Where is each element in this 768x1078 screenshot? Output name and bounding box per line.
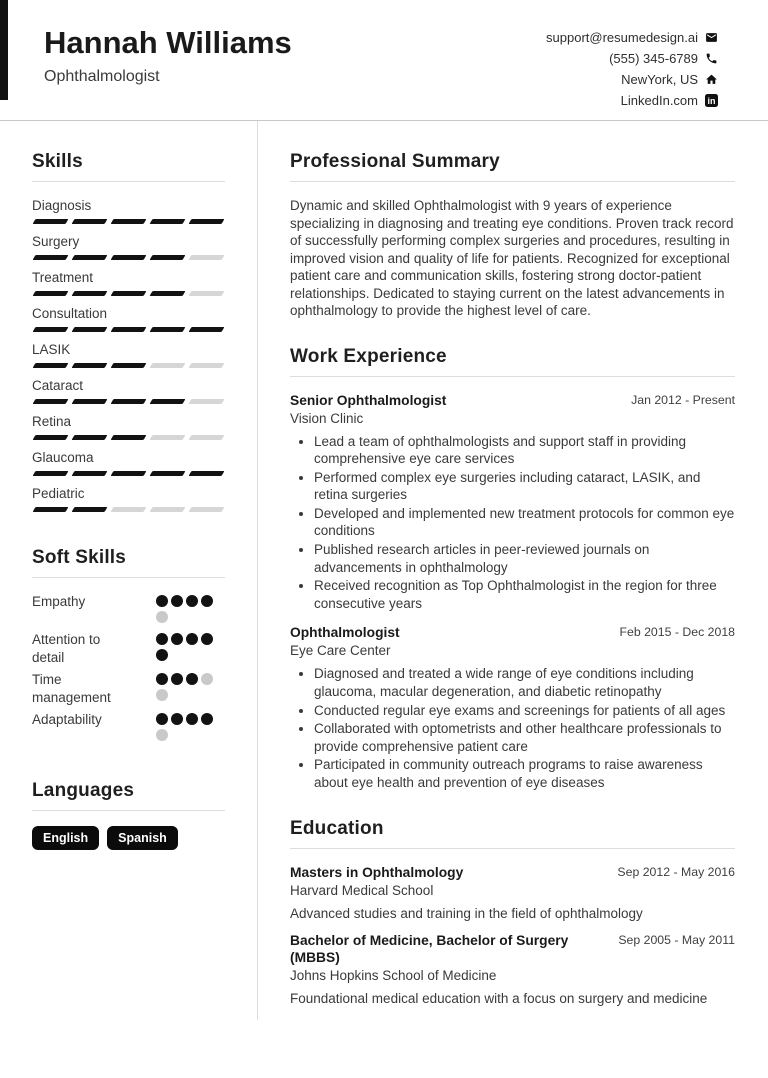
section-rule	[32, 181, 225, 182]
languages-heading: Languages	[32, 780, 135, 801]
section-rule	[290, 181, 735, 182]
soft-skill-dot	[156, 595, 168, 607]
column-divider	[257, 121, 258, 1020]
skill-bar	[32, 435, 225, 440]
skill-bar-segment	[150, 471, 186, 476]
summary-section	[290, 151, 735, 320]
skills-section	[32, 151, 225, 512]
summary-text: Dynamic and skilled Ophthalmologist with 9 years of experience specializing in diagnosing and treating eye conditions. Proven track record of successfully performing complex surgeries and procedures, resulting in improved vision and quality of life for patients. Recognized for exceptional patient care and communication skills, fostering strong doctor-patient relationships. Dedicated to staying current on the latest advancements in ophthalmology to provide the highest level of care.	[290, 198, 734, 318]
soft-skill-dot	[171, 713, 183, 725]
contact-row	[546, 69, 718, 90]
skill-bar-segment	[33, 327, 69, 332]
main-column	[257, 121, 768, 1032]
skill-name: Pediatric	[32, 486, 85, 501]
skill-bar-segment	[33, 435, 69, 440]
contact-text: (555) 345-6789	[609, 51, 698, 66]
soft-skill-item	[32, 593, 225, 627]
skill-bar-segment	[150, 363, 186, 368]
soft-skill-dot	[186, 633, 198, 645]
soft-skills-heading: Soft Skills	[32, 547, 127, 568]
skill-bar-segment	[33, 471, 69, 476]
education-heading: Education	[290, 817, 384, 839]
section-rule	[32, 577, 225, 578]
accent-bar	[0, 0, 8, 100]
skill-bar-segment	[189, 363, 225, 368]
work-section	[290, 346, 735, 792]
skill-bar-segment	[189, 507, 225, 512]
soft-skill-dots	[156, 595, 218, 627]
skill-item	[32, 377, 225, 404]
soft-skill-dot	[201, 633, 213, 645]
job-company: Vision Clinic	[290, 410, 364, 426]
skill-bar-segment	[72, 255, 108, 260]
languages-section	[32, 780, 225, 850]
job-bullet-list	[290, 433, 735, 613]
skill-bar-segment	[189, 291, 225, 296]
job-bullet: • Participated in community outreach programs to raise awareness about eye health and prevention of eye diseases	[314, 756, 735, 791]
soft-skill-dot	[201, 673, 213, 685]
language-badge: English	[32, 826, 99, 850]
soft-skill-dot	[171, 673, 183, 685]
sidebar	[0, 121, 257, 1032]
education-list	[290, 864, 735, 1006]
education-school: Johns Hopkins School of Medicine	[290, 967, 497, 983]
skill-bar-segment	[150, 291, 186, 296]
skill-bar-segment	[189, 255, 225, 260]
soft-skill-dots	[156, 673, 218, 705]
skill-bar-segment	[72, 363, 108, 368]
skill-bar-segment	[189, 219, 225, 224]
linkedin-icon: in	[705, 94, 718, 107]
job-entry	[290, 624, 735, 791]
contact-row	[546, 27, 718, 48]
education-dates: Sep 2012 - May 2016	[617, 864, 735, 879]
contact-row	[546, 48, 718, 69]
education-header	[290, 932, 735, 966]
skill-name: Treatment	[32, 270, 94, 285]
soft-skill-name: Attention to detail	[32, 632, 101, 665]
soft-skill-dot	[156, 611, 168, 623]
languages-list	[32, 826, 225, 850]
skill-bar-segment	[33, 399, 69, 404]
skill-bar-segment	[72, 291, 108, 296]
job-dates: Feb 2015 - Dec 2018	[619, 625, 735, 640]
soft-skill-dot	[201, 595, 213, 607]
soft-skill-dot	[186, 595, 198, 607]
language-badge: Spanish	[107, 826, 178, 850]
skill-name: Cataract	[32, 378, 84, 393]
skill-bar-segment	[33, 507, 69, 512]
soft-skill-dot	[156, 633, 168, 645]
skill-bar-segment	[111, 255, 147, 260]
education-description: Advanced studies and training in the field of ophthalmology	[290, 905, 643, 921]
soft-skill-name: Time management	[32, 672, 111, 705]
job-header	[290, 392, 735, 409]
envelope-icon	[705, 31, 718, 44]
skill-bar-segment	[150, 219, 186, 224]
job-title: Ophthalmologist	[290, 625, 400, 641]
soft-skill-item	[32, 631, 225, 667]
skill-bar	[32, 255, 225, 260]
skill-bar-segment	[150, 435, 186, 440]
skill-name: Glaucoma	[32, 450, 94, 465]
skill-bar-segment	[189, 399, 225, 404]
soft-skill-name: Adaptability	[32, 712, 102, 727]
soft-skill-dot	[171, 633, 183, 645]
skill-bar-segment	[189, 471, 225, 476]
skill-item	[32, 341, 225, 368]
skill-item	[32, 413, 225, 440]
skill-name: Retina	[32, 414, 72, 429]
skill-item	[32, 197, 225, 224]
soft-skill-dots	[156, 633, 218, 665]
soft-skill-dot	[186, 673, 198, 685]
skill-bar-segment	[111, 507, 147, 512]
soft-skill-dot	[171, 595, 183, 607]
job-bullet: • Collaborated with optometrists and other healthcare professionals to provide comprehensive patient care	[314, 720, 735, 755]
skill-item	[32, 233, 225, 260]
soft-skill-dot	[156, 649, 168, 661]
education-degree: Masters in Ophthalmology	[290, 864, 464, 880]
skill-bar-segment	[111, 363, 147, 368]
skill-bar-segment	[33, 363, 69, 368]
job-bullet: • Published research articles in peer-reviewed journals on advancements in ophthalmology	[314, 541, 735, 576]
education-entry	[290, 864, 735, 921]
skill-bar-segment	[72, 471, 108, 476]
skill-bar	[32, 399, 225, 404]
education-entry	[290, 932, 735, 1006]
soft-skill-dot	[156, 729, 168, 741]
skill-bar	[32, 219, 225, 224]
skill-bar	[32, 507, 225, 512]
skill-item	[32, 449, 225, 476]
job-bullet: • Lead a team of ophthalmologists and support staff in providing comprehensive eye care services	[314, 433, 735, 468]
skill-bar-segment	[33, 219, 69, 224]
section-rule	[290, 848, 735, 849]
skill-bar-segment	[111, 291, 147, 296]
education-section	[290, 818, 735, 1006]
skill-bar-segment	[111, 435, 147, 440]
job-company: Eye Care Center	[290, 643, 391, 659]
skill-bar-segment	[189, 327, 225, 332]
body-columns	[0, 121, 768, 1032]
skill-bar-segment	[150, 399, 186, 404]
skill-bar	[32, 327, 225, 332]
skill-bar-segment	[72, 219, 108, 224]
phone-icon	[705, 52, 718, 65]
skill-bar-segment	[150, 255, 186, 260]
soft-skill-dot	[156, 673, 168, 685]
skill-bar-segment	[33, 255, 69, 260]
soft-skill-dot	[201, 713, 213, 725]
job-bullet: • Performed complex eye surgeries including cataract, LASIK, and retina surgeries	[314, 469, 735, 504]
job-dates: Jan 2012 - Present	[631, 392, 735, 407]
skill-bar-segment	[150, 327, 186, 332]
skills-list	[32, 197, 225, 512]
skills-heading: Skills	[32, 151, 83, 172]
skill-item	[32, 485, 225, 512]
skill-bar-segment	[72, 507, 108, 512]
contact-text: LinkedIn.com	[620, 93, 698, 108]
job-bullet: • Received recognition as Top Ophthalmologist in the region for three consecutive years	[314, 577, 735, 612]
skill-item	[32, 269, 225, 296]
skill-name: Consultation	[32, 306, 108, 321]
section-rule	[290, 376, 735, 377]
soft-skills-list	[32, 593, 225, 745]
skill-name: Diagnosis	[32, 198, 92, 213]
skill-bar-segment	[150, 507, 186, 512]
skill-bar-segment	[111, 399, 147, 404]
skill-bar-segment	[111, 471, 147, 476]
education-degree: Bachelor of Medicine, Bachelor of Surgery (MBBS)	[290, 932, 569, 965]
jobs-list	[290, 392, 735, 792]
work-heading: Work Experience	[290, 345, 447, 367]
soft-skill-dot	[156, 689, 168, 701]
contact-row	[546, 90, 718, 111]
education-description: Foundational medical education with a focus on surgery and medicine	[290, 990, 708, 1006]
soft-skill-dot	[156, 713, 168, 725]
section-rule	[32, 810, 225, 811]
skill-bar	[32, 471, 225, 476]
education-dates: Sep 2005 - May 2011	[618, 932, 735, 947]
contact-text: support@resumedesign.ai	[546, 30, 698, 45]
skill-bar	[32, 363, 225, 368]
job-bullet-list	[290, 665, 735, 791]
job-bullet: • Developed and implemented new treatment protocols for common eye conditions	[314, 505, 735, 540]
soft-skill-name: Empathy	[32, 594, 86, 609]
skill-name: Surgery	[32, 234, 80, 249]
soft-skill-dot	[186, 713, 198, 725]
education-header	[290, 864, 735, 881]
skill-bar-segment	[111, 327, 147, 332]
contact-list	[546, 27, 718, 120]
skill-bar-segment	[72, 399, 108, 404]
person-title: Ophthalmologist	[44, 68, 160, 85]
job-bullet: • Diagnosed and treated a wide range of eye conditions including glaucoma, macular degeneration, and diabetic retinopathy	[314, 665, 735, 700]
soft-skill-item	[32, 711, 225, 745]
soft-skill-dots	[156, 713, 218, 745]
skill-bar-segment	[72, 327, 108, 332]
skill-item	[32, 305, 225, 332]
header	[0, 0, 768, 121]
skill-name: LASIK	[32, 342, 71, 357]
job-title: Senior Ophthalmologist	[290, 392, 447, 408]
skill-bar-segment	[111, 219, 147, 224]
job-header	[290, 624, 735, 641]
contact-text: NewYork, US	[621, 72, 698, 87]
job-entry	[290, 392, 735, 613]
soft-skills-section	[32, 547, 225, 745]
job-bullet: • Conducted regular eye exams and screenings for patients of all ages	[314, 702, 735, 720]
skill-bar-segment	[72, 435, 108, 440]
person-name: Hannah Williams	[44, 25, 292, 60]
skill-bar-segment	[33, 291, 69, 296]
soft-skill-item	[32, 671, 225, 707]
home-icon	[705, 73, 718, 86]
skill-bar	[32, 291, 225, 296]
education-school: Harvard Medical School	[290, 882, 434, 898]
identity-block	[44, 25, 292, 120]
summary-heading: Professional Summary	[290, 151, 500, 172]
skill-bar-segment	[189, 435, 225, 440]
